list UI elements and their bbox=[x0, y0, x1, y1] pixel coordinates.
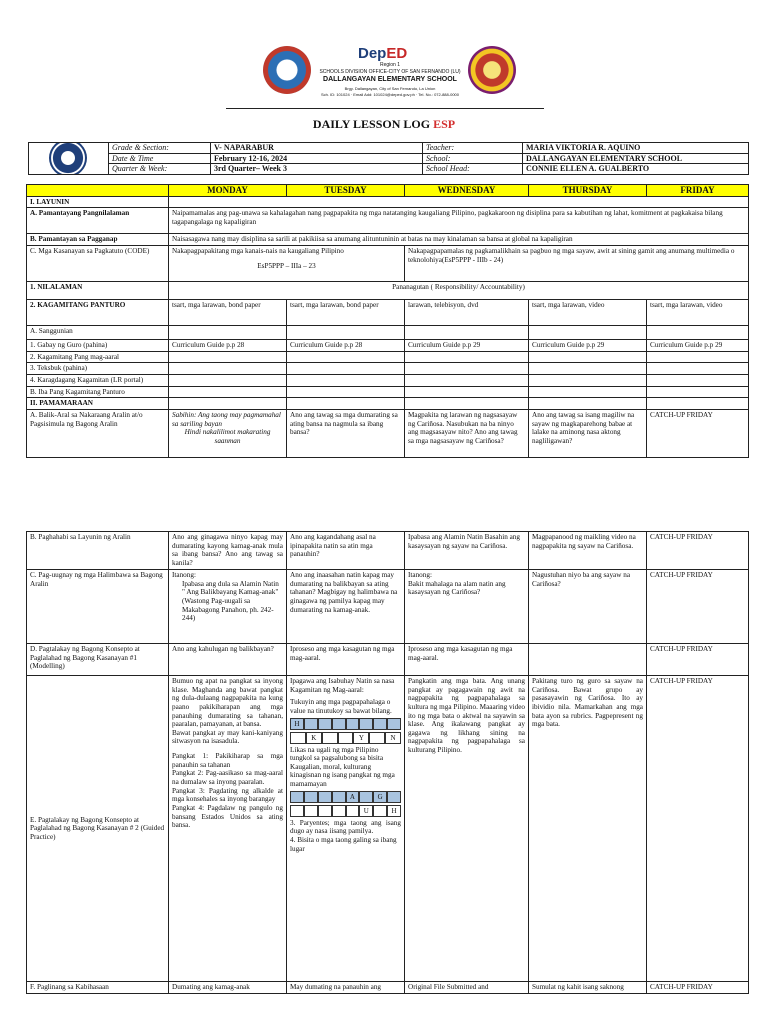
teacher-value: MARIA VIKTORIA R. AQUINO bbox=[523, 143, 749, 154]
day-header: WEDNESDAY bbox=[405, 185, 529, 197]
cell: Ano ang tawag sa mga dumarating sa ating bansa na nagmula sa ibang bansa? bbox=[287, 409, 405, 457]
contact-label: Sch. ID: 101024 · Email Add: 101024@deped.gov.ph · Tel. No.: 072-888-0000 bbox=[320, 92, 459, 97]
quarter-label: Quarter & Week: bbox=[109, 164, 211, 175]
cell: Magpapanood ng maikling video na nagpapakita ng sayaw na Cariñosa. bbox=[529, 532, 647, 570]
deped-seal-cell bbox=[29, 143, 109, 175]
quarter-value: 3rd Quarter– Week 3 bbox=[211, 164, 423, 175]
row-label: F. Paglinang sa Kabihasaan bbox=[27, 982, 169, 994]
cell: Ipabasa ang Alamin Natin Basahin ang kasaysayan ng sayaw na Cariñosa. bbox=[405, 532, 529, 570]
row-label: A. Pamantayang Pangnilalaman bbox=[27, 208, 169, 234]
school-label: School: bbox=[423, 153, 523, 164]
info-table bbox=[28, 142, 749, 175]
page-title: DAILY LESSON LOG ESP bbox=[312, 117, 456, 131]
head-label: School Head: bbox=[423, 164, 523, 175]
balik-mon: Sabihin: Ang taong may pagmamahal sa sariling bayan Hindi nakalilimot makarating saanman bbox=[169, 409, 287, 457]
cell: Dumating ang kamag-anak bbox=[169, 982, 287, 994]
cell: Ano ang kagandahang asal na ipinapakita natin sa atin mga panauhin? bbox=[287, 532, 405, 570]
deped-logo: DepED bbox=[358, 45, 408, 62]
c-wed: Itanong: Bakit mahalaga na alam natin ang kasaysayan ng Cariñosa? bbox=[405, 570, 529, 644]
grade-label: Grade & Section: bbox=[109, 143, 211, 154]
cell: Ano ang tawag sa isang magiliw na sayaw ng magkaparehong babae at lalake na aminong nasa aktong nagliligawan? bbox=[529, 409, 647, 457]
c-cell-1 bbox=[169, 246, 405, 282]
cell: Pakitang turo ng guro sa sayaw na Cariñosa. Bawat grupo ay pasasayawin ng Cariñosa. Ito ay ibividio nila. Mamarkahan ang mga bata ayon sa rubrics. Pagpepresent ng mga bata. bbox=[529, 676, 647, 982]
section-layunin: I. LAYUNIN bbox=[27, 196, 169, 208]
row-label: A. Balik-Aral sa Nakaraang Aralin at/o Pagsisimula ng Bagong Aralin bbox=[27, 409, 169, 457]
letterhead bbox=[0, 0, 768, 112]
cell: Curriculum Guide p.p 28 bbox=[287, 340, 405, 352]
cell: Curriculum Guide p.p 29 bbox=[647, 340, 749, 352]
header-divider bbox=[226, 108, 544, 109]
row-label: 4. Karagdagang Kagamitan (LR portal) bbox=[27, 375, 169, 387]
e-tue: Ipagawa ang Isabuhay Natin sa nasa Kagamitan ng Mag-aaral: Tukuyin ang mga pagpapahalaga o value na tinutukoy sa bawat bilang. H K Y N Likas na ugali ng mga Pilipino tungkol sa pagsalubong sa bisita Kaugalian, moral, kulturang kinagisnan ng isang pangkat ng mga mamamayan A G U H 3. Paryentes; mga taong ang isang dugo ay nasa iisang pamilya. 4. Bisita o mga taong galing sa ibang lugar bbox=[287, 676, 405, 982]
region-label: Region 1 bbox=[379, 62, 400, 68]
crossword-grid-2: A G bbox=[290, 791, 401, 803]
school-label: DALLANGAYAN ELEMENTARY SCHOOL bbox=[323, 76, 457, 83]
cell: tsart, mga larawan, bond paper bbox=[169, 300, 287, 326]
row-label: C. Pag-uugnay ng mga Halimbawa sa Bagong Aralin bbox=[27, 570, 169, 644]
day-header: TUESDAY bbox=[287, 185, 405, 197]
c-code: EsP5PPP – IIIa – 23 bbox=[257, 261, 316, 270]
lesson-table-2 bbox=[26, 531, 749, 994]
day-header: FRIDAY bbox=[647, 185, 749, 197]
day-header: THURSDAY bbox=[529, 185, 647, 197]
cell: Pangkatin ang mga bata. Ang unang pangkat ay pagagawain ng awit na nagpapakita ng pagpapahalaga sa kultura ng mga Pilipino. Maaaring video ito ng mga bata o aktwal na sayawin sa klase. Ang ikalawang pangkat ay gagawa ng likhang sining na nagpapakita ng pagpapahalaga sa kulturang Pilipino. bbox=[405, 676, 529, 982]
row-label: 2. KAGAMITANG PANTURO bbox=[27, 300, 169, 326]
row-label: B. Paghahabi sa Layunin ng Aralin bbox=[27, 532, 169, 570]
date-value: February 12-16, 2024 bbox=[211, 153, 423, 164]
section-pamamaraan: II. PAMAMARAAN bbox=[27, 398, 169, 410]
c-text: Nakapagpapakitang mga kanais-nais na kaugaliang Pilipino bbox=[172, 247, 344, 256]
row-text: Pananagutan ( Responsibility/ Accountability) bbox=[169, 282, 749, 300]
division-seal-icon bbox=[263, 46, 311, 94]
head-value: CONNIE ELLEN A. GUALBERTO bbox=[523, 164, 749, 175]
cell: Magpakita ng larawan ng nagsasayaw ng Cariñosa. Nasubukan na ba ninyo ang magsasayaw nito? Ano ang tawag sa mga nagsasayaw ng Cariñosa? bbox=[405, 409, 529, 457]
cell: tsart, mga larawan, video bbox=[529, 300, 647, 326]
crossword-grid-1: H bbox=[290, 718, 401, 730]
row-label: 1. Gabay ng Guro (pahina) bbox=[27, 340, 169, 352]
address-label: Brgy. Dallangayan, City of San Fernando, La Union bbox=[344, 86, 436, 91]
cell: Curriculum Guide p.p 29 bbox=[405, 340, 529, 352]
cell: tsart, mga larawan, video bbox=[647, 300, 749, 326]
row-text: Naipamamalas ang pag-unawa sa kahalagahan nang pagpapakita ng mga natatanging kaugaliang Pilipino, pagkakaroon ng disiplina para sa kabutihan ng lahat, komitment at pagkakaisa bilang tagapangalaga ng kapaligiran bbox=[169, 208, 749, 234]
row-label: 1. NILALAMAN bbox=[27, 282, 169, 300]
cell: Nagustuhan niyo ba ang sayaw na Cariñosa? bbox=[529, 570, 647, 644]
school-value: DALLANGAYAN ELEMENTARY SCHOOL bbox=[523, 153, 749, 164]
cell: Curriculum Guide p.p 29 bbox=[529, 340, 647, 352]
c-mon: Itanong: Ipabasa ang dula sa Alamin Natin " Ang Balikbayang Kamag-anak" (Wastong Pag-uugali sa Makabagong Panahon, ph. 242-244) bbox=[169, 570, 287, 644]
teacher-label: Teacher: bbox=[423, 143, 523, 154]
days-header-row bbox=[27, 185, 749, 197]
cell: CATCH-UP FRIDAY bbox=[647, 676, 749, 982]
deped-seal-icon bbox=[49, 143, 87, 175]
grade-value: V- NAPARABUR bbox=[211, 143, 423, 154]
cell: larawan, telebisyon, dvd bbox=[405, 300, 529, 326]
row-label: B. Iba Pang Kagamitang Panturo bbox=[27, 386, 169, 398]
division-label: SCHOOLS DIVISION OFFICE-CITY OF SAN FERNANDO (LU) bbox=[319, 69, 461, 75]
corner-cell bbox=[27, 185, 169, 197]
cell: Original File Submitted and bbox=[405, 982, 529, 994]
cell: CATCH-UP FRIDAY bbox=[647, 409, 749, 457]
row-label: 2. Kagamitang Pang mag-aaral bbox=[27, 351, 169, 363]
cell: Curriculum Guide p.p 28 bbox=[169, 340, 287, 352]
date-label: Date & Time bbox=[109, 153, 211, 164]
cell: CATCH-UP FRIDAY bbox=[647, 570, 749, 644]
row-label: B. Pamantayan sa Pagganap bbox=[27, 234, 169, 246]
row-label: 3. Teksbuk (pahina) bbox=[27, 363, 169, 375]
cell: CATCH-UP FRIDAY bbox=[647, 644, 749, 676]
row-label: E. Pagtalakay ng Bagong Konsepto at Paglalahad ng Bagong Kasanayan # 2 (Guided Practice) bbox=[27, 676, 169, 982]
cell bbox=[529, 644, 647, 676]
cell: CATCH-UP FRIDAY bbox=[647, 532, 749, 570]
cell: CATCH-UP FRIDAY bbox=[647, 982, 749, 994]
day-header: MONDAY bbox=[169, 185, 287, 197]
cell: Iproseso ang mga kasagutan ng mga mag-aaral. bbox=[405, 644, 529, 676]
cell: Sumulat ng kahit isang saknong bbox=[529, 982, 647, 994]
cell: Ano ang kahulugan ng balikbayan? bbox=[169, 644, 287, 676]
cell: Iproseso ang mga kasagutan ng mga mag-aaral. bbox=[287, 644, 405, 676]
c-text: Nakapagpapamalas ng pagkamalikhain sa pagbuo ng mga sayaw, awit at sining gamit ang anumang multimedia o teknolohiya(EsP5PPP - IIIb - 24) bbox=[405, 246, 749, 282]
cell: Ano ang ginagawa ninyo kapag may dumarating kayong kamag-anak mula sa ibang bansa? Ano ang tawag sa kanila? bbox=[169, 532, 287, 570]
cell: May dumating na panauhin ang bbox=[287, 982, 405, 994]
row-label: C. Mga Kasanayan sa Pagkatuto (CODE) bbox=[27, 246, 169, 282]
cell: tsart, mga larawan, bond paper bbox=[287, 300, 405, 326]
crossword-grid-2b: U H bbox=[290, 805, 401, 817]
row-label: A. Sanggunian bbox=[27, 326, 169, 340]
row-label: D. Pagtalakay ng Bagong Konsepto at Paglalahad ng Bagong Kasanayan #1 (Modelling) bbox=[27, 644, 169, 676]
cell: Ano ang inaasahan natin kapag may dumarating na balikbayan sa ating tahanan? Magbigay ng halimbawa na ginagawa ng pamilya kapag may dumarating na kamag-anak. bbox=[287, 570, 405, 644]
school-seal-icon bbox=[468, 46, 516, 94]
crossword-grid-1b: K Y N bbox=[290, 732, 401, 744]
lesson-table-1 bbox=[26, 184, 749, 458]
e-mon: Bumuo ng apat na pangkat sa inyong klase. Maghanda ang bawat pangkat ng dula-dulaang nagpapakita na kung paano pakikiharapan ang mga panauhing dumarating sa tahanan, paaralan, pamayanan, at bansa. Bawat pangkat ay may kani-kaniyang sitwasyon na isasadula. Pangkat 1: Pakikiharap sa mga panauhin sa tahanan Pangkat 2: Pag-aasikaso sa mag-aaral na dumalaw sa inyong paaralan. Pangkat 3: Pagdating ng alkalde at mga konsehales sa inyong barangay Pangkat 4: Pagdalaw ng pangulo ng bansang Estados Unidos sa ating bansa. bbox=[169, 676, 287, 982]
row-text: Naisasagawa nang may disiplina sa sarili at pakikiisa sa anumang alituntuninin at batas na may kinalaman sa bansa at global na kapaligiran bbox=[169, 234, 749, 246]
